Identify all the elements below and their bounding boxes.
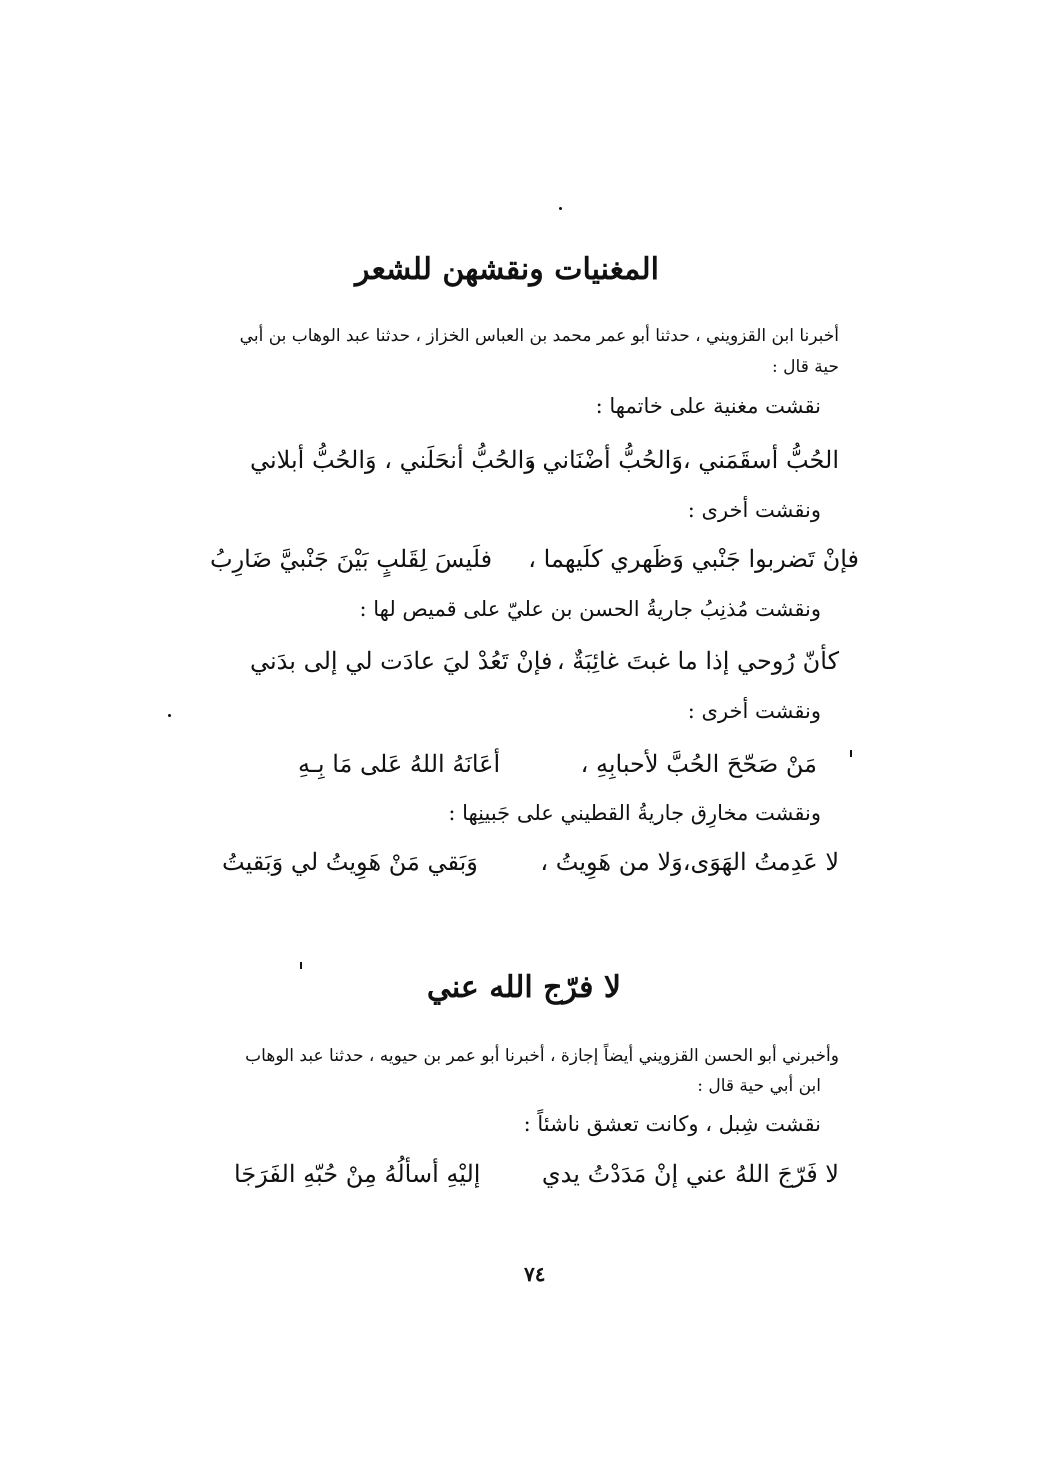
- verse-first-hemistich: الحُبُّ أسقَمَني ،وَالحُبُّ أضْنَاني ،: [527, 446, 839, 474]
- verse-first-hemistich: فإنْ تَضربوا جَنْبي وَظَهري كلَيهما ،: [528, 545, 859, 573]
- verse-first-hemistich: مَنْ صَحّحَ الحُبَّ لأحبابِهِ ،: [580, 750, 817, 778]
- source-chain: وأخبرني أبو الحسن القزويني أيضاً إجازة ، أخبرنا أبو عمر بن حيويه ، حدثنا عبد الوهاب: [245, 1046, 839, 1066]
- verse-first-hemistich: كأنّ رُوحي إذا ما غبتَ غائِبَةٌ ،: [556, 647, 839, 675]
- verse-second-hemistich: أعَانَهُ اللهُ عَلى مَا بِـهِ: [298, 750, 501, 778]
- poem-intro: ونقشت مخارِق جاريةُ القطيني على جَبينِها :: [448, 801, 821, 825]
- speck-mark: [850, 750, 852, 757]
- verse-second-hemistich: وَبَقي مَنْ هَوِيتُ لي وَبَقيتُ: [222, 848, 478, 876]
- speck-mark: [300, 962, 302, 969]
- poem-intro: نقشت مغنية على خاتمها :: [595, 394, 821, 418]
- poem-intro: ونقشت أخرى :: [687, 699, 821, 723]
- verse-first-hemistich: لا عَدِمتُ الهَوَى،وَلا من هَوِيتُ ،: [540, 848, 839, 876]
- poem-intro: ونقشت أخرى :: [687, 498, 821, 522]
- poem-intro: ونقشت مُذنِبُ جاريةُ الحسن بن عليّ على قميص لها :: [359, 597, 821, 621]
- verse-second-hemistich: فإنْ تَعُدْ ليَ عادَت لي إلى بدَني: [250, 647, 553, 675]
- page-number: ٧٤: [524, 1262, 546, 1286]
- verse-second-hemistich: وَالحُبُّ أنحَلَني ، وَالحُبُّ أبلاني: [250, 446, 536, 474]
- speck-mark: [168, 714, 171, 717]
- section-title: المغنيات ونقشهن للشعر: [355, 252, 659, 287]
- verse-second-hemistich: فلَيسَ لِقَلبٍ بَيْنَ جَنْبيَّ ضَارِبُ: [210, 545, 493, 573]
- source-chain-cont: ابن أبي حية قال :: [697, 1076, 821, 1096]
- speck-mark: [559, 207, 562, 210]
- source-chain-cont: حية قال :: [772, 357, 839, 377]
- verse-first-hemistich: لا فَرّجَ اللهُ عني إنْ مَدَدْتُ يدي: [541, 1160, 839, 1188]
- poem-intro: نقشت شِبل ، وكانت تعشق ناشئاً :: [523, 1112, 821, 1136]
- section-title: لا فرّج الله عني: [426, 970, 621, 1005]
- source-chain: أخبرنا ابن القزويني ، حدثنا أبو عمر محمد بن العباس الخزاز ، حدثنا عبد الوهاب بن أبي: [239, 326, 839, 346]
- verse-second-hemistich: إليْهِ أسألُهُ مِنْ حُبّهِ الفَرَجَا: [234, 1160, 481, 1188]
